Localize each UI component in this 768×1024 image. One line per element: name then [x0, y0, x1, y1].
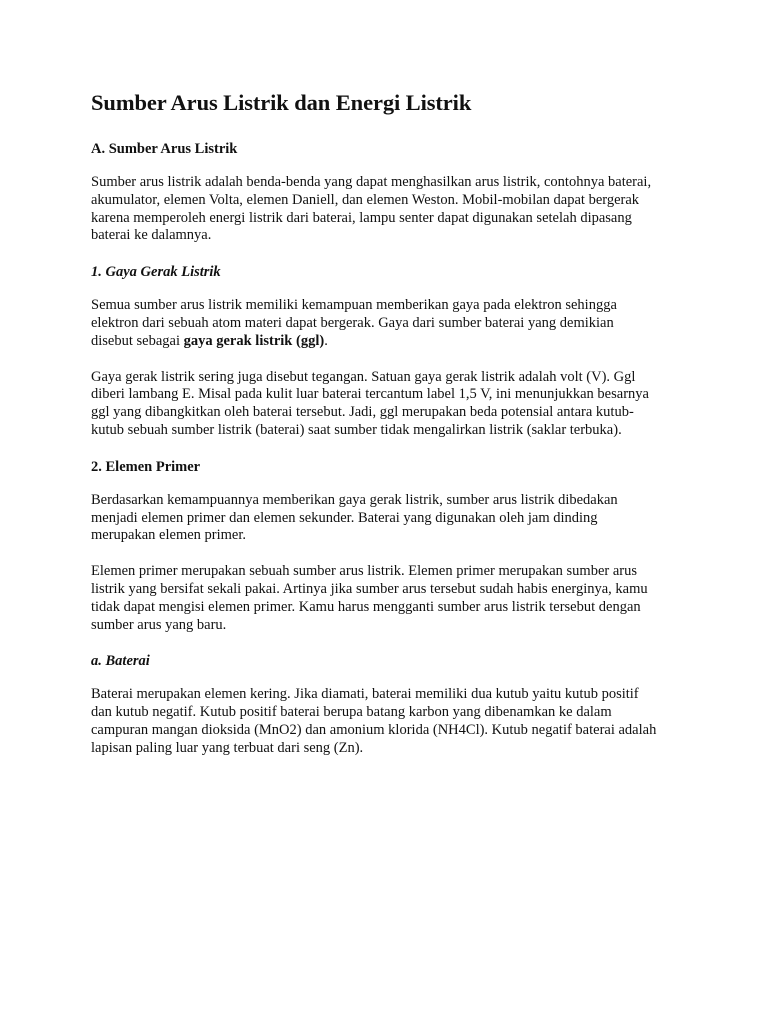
text-line: Gaya gerak listrik sering juga disebut tegangan. Satuan gaya gerak listrik adalah volt (V). Ggl: [91, 368, 636, 385]
text-line: sumber arus yang baru.: [91, 616, 227, 633]
text-line: karena memperoleh energi listrik dari baterai, lampu senter dapat digunakan setelah dipasang: [91, 209, 632, 226]
text-line: Sumber arus listrik adalah benda-benda yang dapat menghasilkan arus listrik, contohnya baterai,: [91, 174, 652, 190]
text-line: listrik yang bersifat sekali pakai. Artinya jika sumber arus tersebut sudah habis energinya, kamu: [91, 580, 648, 597]
section-2-paragraph-2: [91, 563, 691, 634]
subsection-a-heading: a. Baterai: [91, 653, 150, 670]
text-line: diberi lambang E. Misal pada kulit luar baterai tercantum label 1,5 V, ini menunjukkan besarnya: [91, 386, 649, 403]
text-line: elektron dari sebuah atom materi dapat bergerak. Gaya dari sumber baterai yang demikian: [91, 314, 614, 331]
text-line: Berdasarkan kemampuannya memberikan gaya gerak listrik, sumber arus listrik dibedakan: [91, 491, 618, 508]
section-1-paragraph-1: [91, 297, 691, 350]
text-line: ggl yang dibangkitkan oleh baterai tersebut. Jadi, ggl merupakan beda potensial antara kutub-: [91, 404, 634, 421]
section-2-heading: 2. Elemen Primer: [91, 458, 201, 475]
text-line: tidak dapat mengisi elemen primer. Kamu harus mengganti sumber arus listrik tersebut dengan: [91, 598, 641, 615]
text-line: Baterai merupakan elemen kering. Jika diamati, baterai memiliki dua kutub yaitu kutub positif: [91, 686, 639, 703]
text-line: Elemen primer merupakan sebuah sumber arus listrik. Elemen primer merupakan sumber arus: [91, 563, 637, 580]
text-line: Semua sumber arus listrik memiliki kemampuan memberikan gaya pada elektron sehingga: [91, 297, 617, 314]
document-page: [91, 88, 691, 776]
section-a-heading: A. Sumber Arus Listrik: [91, 141, 238, 157]
section-2-paragraph-1: [91, 492, 691, 545]
text-fragment: .: [324, 332, 328, 349]
text-line: merupakan elemen primer.: [91, 527, 247, 544]
section-1-heading: 1. Gaya Gerak Listrik: [91, 264, 221, 281]
ggl-term: gaya gerak listrik (ggl): [183, 332, 325, 349]
text-line: baterai ke dalamnya.: [91, 227, 212, 244]
text-line: akumulator, elemen Volta, elemen Daniell, dan elemen Weston. Mobil-mobilan dapat bergerak: [91, 191, 640, 208]
text-line: lapisan paling luar yang terbuat dari seng (Zn).: [91, 739, 364, 756]
text-line: dan kutub negatif. Kutub positif baterai berupa batang karbon yang dibenamkan ke dalam: [91, 704, 612, 721]
text-line: menjadi elemen primer dan elemen sekunder. Baterai yang digunakan oleh jam dinding: [91, 509, 598, 526]
section-1-paragraph-2: [91, 369, 691, 440]
document-title: Sumber Arus Listrik dan Energi Listrik: [91, 90, 472, 115]
text-line: kutub sebuah sumber listrik (baterai) saat sumber tidak mengalirkan listrik (saklar terbuka).: [91, 421, 622, 438]
subsection-a-paragraph-1: [91, 686, 691, 757]
section-a-paragraph-1: [91, 174, 691, 245]
text-line: [91, 333, 691, 351]
text-line: campuran mangan dioksida (MnO2) dan amonium klorida (NH4Cl). Kutub negatif baterai adalah: [91, 721, 657, 738]
text-fragment: disebut sebagai: [91, 332, 184, 349]
